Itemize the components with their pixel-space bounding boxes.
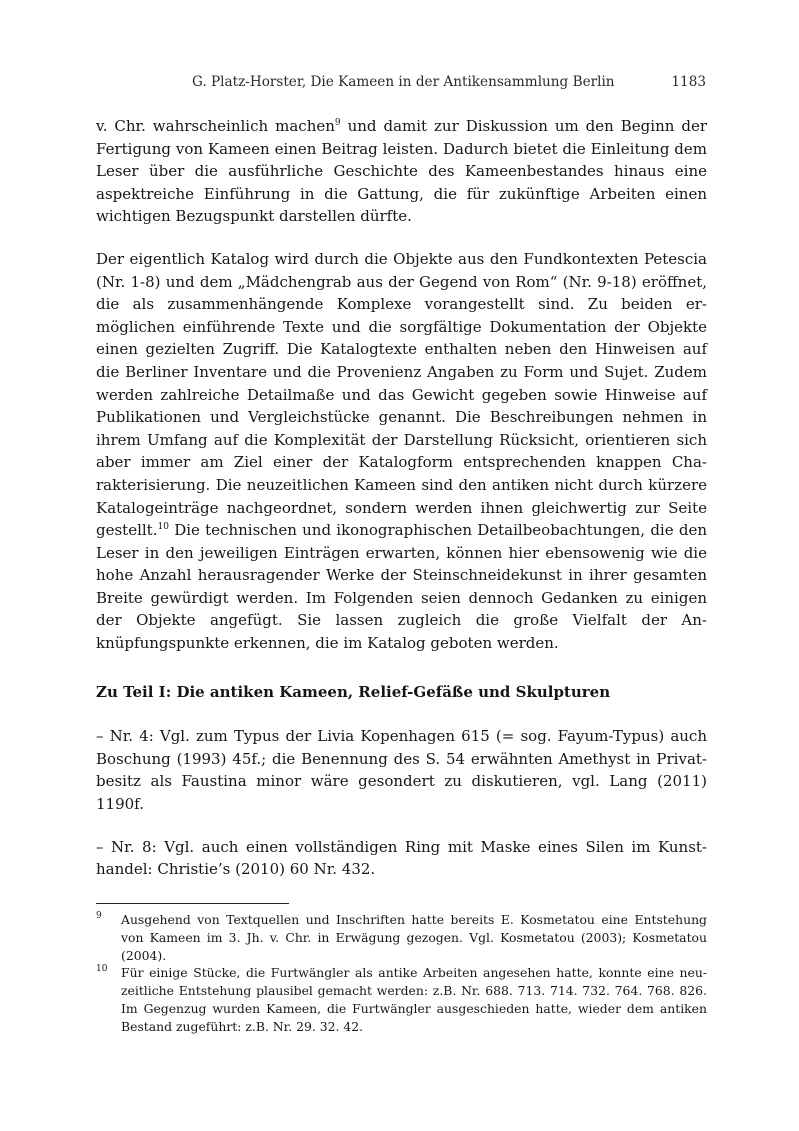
paragraph-2-text-a: Der eigentlich Katalog wird durch die Objekte aus den Fundkontexten Petescia (Nr. 1-8) und dem „Mädchengrab aus der Gegend von Rom“ (Nr. 9-18) eröffnet, die als zusammenhängende Komplexe vorangestellt sind. Zu beiden ermöglichen einführende Texte und die sorgfältige Dokumentation der Objekte einen gezielten Zugriff. Die Katalogtexte enthalten neben den Hinweisen auf die Berliner Inventare und die Provenienz Angaben zu Form und Sujet. Zudem werden zahlreiche Detailmaße und das Gewicht gegeben sowie Hinweise auf Publikationen und Vergleichstücke genannt. Die Beschreibungen nehmen in ihrem Umfang auf die Komplexität der Darstellung Rücksicht, orientieren sich aber immer am Ziel einer der Katalogform entsprechenden knappen Charakterisierung. Die neuzeitlichen Kameen sind den antiken nicht durch kürzere Katalogeinträge nachgeordnet, sondern werden ihnen gleichwertig zur Seite gestellt. xyxy=(96,249,707,540)
paragraph-2-text-b: Die technischen und ikonographischen Detailbeobachtungen, die den Leser in den jeweiligen Einträgen erwarten, können hier ebensowenig wie die hohe Anzahl herausragender Werke der Steinschneidekunst in ihrer gesamten Breite gewürdigt werden. Im Folgenden seien dennoch Gedanken zu einigen der Objekte angefügt. Sie lassen zugleich die große Vielfalt der Anknüpfungspunkte erkennen, die im Katalog geboten werden. xyxy=(96,521,707,653)
footnote-text: Ausgehend von Textquellen und Inschriften hatte bereits E. Kosmetatou eine Entstehung von Kameen im 3. Jh. v. Chr. in Erwägung gezogen. Vgl. Kosmetatou (2003); Kosmetatou (2004). xyxy=(121,912,707,963)
footnote-text: Für einige Stücke, die Furtwängler als antike Arbeiten angesehen hatte, konnte eine neuzeitliche Entstehung plausibel gemacht werden: z.B. Nr. 688. 713. 714. 732. 764. 768. 826. Im Gegenzug wurden Kameen, die Furtwängler ausgeschieden hatte, wieder dem antiken Bestand zugeführt: z.B. Nr. 29. 32. 42. xyxy=(121,965,707,1034)
footnote-ref-10[interactable]: 10 xyxy=(157,522,169,533)
paragraph-1 xyxy=(96,115,707,228)
page-number: 1183 xyxy=(671,74,706,90)
catalog-note-nr-8: – Nr. 8: Vgl. auch einen vollständigen Ring mit Maske eines Silen im Kunsthandel: Christie’s (2010) 60 Nr. 432. xyxy=(96,837,707,879)
footnote-separator xyxy=(96,903,289,904)
footnote-number: 9 xyxy=(96,911,102,921)
paragraph-1-text-a: v. Chr. wahrscheinlich machen xyxy=(96,117,335,135)
catalog-note-nr-4: – Nr. 4: Vgl. zum Typus der Livia Kopenhagen 615 (= sog. Fayum-Typus) auch Boschung (1993) 45f.; die Benennung des S. 54 erwähnten Amethyst in Privatbesitz als Faustina minor wäre gesondert zu diskutieren, vgl. Lang (2011) 1190f. xyxy=(96,727,707,814)
footnote-number: 10 xyxy=(96,964,108,975)
section-heading: Zu Teil I: Die antiken Kameen, Relief-Gefäße und Skulpturen xyxy=(96,682,611,701)
paragraph-2 xyxy=(96,248,707,655)
main-text xyxy=(96,115,707,881)
paragraph-1-text-b: und damit zur Diskussion um den Beginn der Fertigung von Kameen einen Beitrag leisten. Dadurch bietet die Einleitung dem Leser über die ausführliche Geschichte des Kameenbestandes hinaus eine aspektreiche Einführung in die Gattung, die für zukünftige Arbeiten einen wichtigen Bezugspunkt darstellen dürfte. xyxy=(96,117,707,226)
running-title: G. Platz-Horster, Die Kameen in der Antikensammlung Berlin xyxy=(192,74,615,90)
footnote-10 xyxy=(96,964,707,1035)
footnotes xyxy=(96,911,707,1036)
footnote-9 xyxy=(96,911,707,964)
footnote-ref-9[interactable]: 9 xyxy=(334,118,341,128)
